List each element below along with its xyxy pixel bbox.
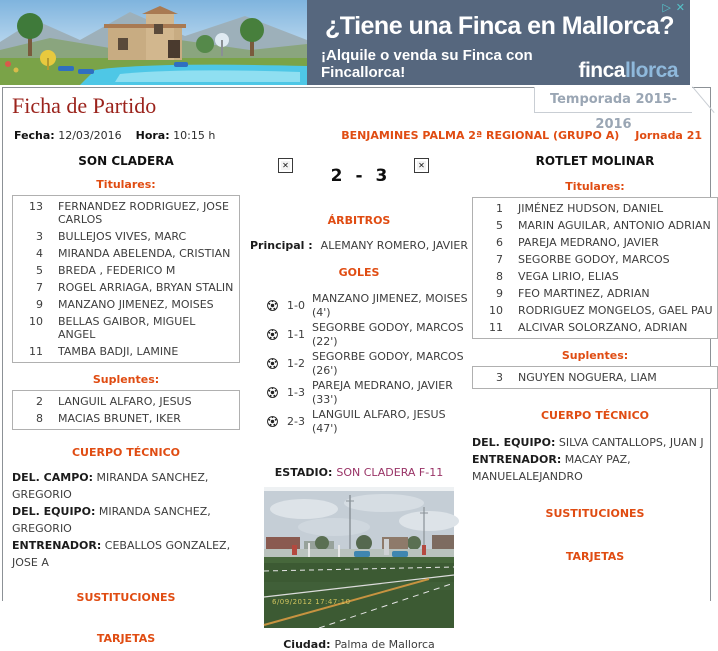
player-name: ALCIVAR SOLORZANO, ADRIAN bbox=[518, 321, 688, 334]
player-row bbox=[13, 228, 239, 245]
fincallorca-logo: fincallorca bbox=[578, 59, 678, 82]
soccer-ball-icon bbox=[267, 358, 278, 369]
player-name: RODRIGUEZ MONGELOS, GAEL PAU bbox=[518, 304, 713, 317]
stadium-link[interactable]: SON CLADERA F-11 bbox=[336, 466, 444, 479]
goal-score: 2-3 bbox=[287, 414, 305, 428]
player-row bbox=[473, 268, 717, 285]
referee-row bbox=[246, 239, 472, 252]
player-row bbox=[13, 245, 239, 262]
goles-heading: GOLES bbox=[338, 266, 380, 279]
away-titulares-list bbox=[472, 197, 718, 339]
hora-value: 10:15 h bbox=[173, 129, 216, 142]
ad-text-panel bbox=[307, 0, 690, 85]
soccer-ball-icon bbox=[267, 329, 278, 340]
player-name: LANGUIL ALFARO, JESUS bbox=[58, 395, 192, 408]
player-row bbox=[13, 410, 239, 427]
player-row bbox=[13, 343, 239, 360]
fecha-value: 12/03/2016 bbox=[58, 129, 122, 142]
hora-label: Hora: bbox=[135, 129, 170, 142]
player-row bbox=[13, 198, 239, 228]
home-titulares-list bbox=[12, 195, 240, 363]
page-title: Ficha de Partido bbox=[12, 93, 157, 118]
away-titulares-label: Titulares: bbox=[565, 180, 625, 193]
goal-scorer: LANGUIL ALFARO, JESUS (47') bbox=[311, 407, 446, 435]
player-row bbox=[13, 393, 239, 410]
player-number: 11 bbox=[29, 345, 43, 358]
goal-row bbox=[246, 291, 472, 320]
away-tarjetas-heading: TARJETAS bbox=[565, 550, 625, 563]
soccer-ball-icon bbox=[267, 300, 278, 311]
player-number: 2 bbox=[36, 395, 43, 408]
ad-close-icon[interactable]: ✕ bbox=[675, 1, 685, 14]
player-name: FEO MARTINEZ, ADRIAN bbox=[518, 287, 650, 300]
player-row bbox=[473, 234, 717, 251]
player-number: 5 bbox=[36, 264, 43, 277]
goal-row bbox=[246, 407, 472, 436]
fecha-group bbox=[14, 129, 122, 142]
city-label: Ciudad: bbox=[283, 638, 331, 651]
player-name: NGUYEN NOGUERA, LIAM bbox=[518, 371, 657, 384]
player-name: JIMÉNEZ HUDSON, DANIEL bbox=[518, 202, 664, 215]
goal-score: 1-3 bbox=[287, 385, 305, 399]
referee-name: ALEMANY ROMERO, JAVIER bbox=[320, 239, 469, 252]
player-number: 7 bbox=[36, 281, 43, 294]
player-number: 4 bbox=[36, 247, 43, 260]
score-block bbox=[246, 150, 472, 198]
goal-scorer: SEGORBE GODOY, MARCOS (22') bbox=[311, 320, 464, 348]
player-number: 3 bbox=[496, 371, 503, 384]
ad-banner[interactable] bbox=[0, 0, 690, 85]
hora-group bbox=[136, 129, 216, 142]
player-number: 13 bbox=[29, 200, 43, 213]
ad-subheadline: ¡Alquile o venda su Finca con Fincallorca! bbox=[321, 47, 533, 81]
player-name: TAMBA BADJI, LAMINE bbox=[58, 345, 179, 358]
soccer-ball-icon bbox=[267, 387, 278, 398]
player-row bbox=[13, 313, 239, 343]
ad-villa-photo bbox=[0, 0, 307, 85]
player-row bbox=[473, 200, 717, 217]
player-number: 7 bbox=[496, 253, 503, 266]
player-name: MARIN AGUILAR, ANTONIO ADRIAN bbox=[518, 219, 711, 232]
goal-score: 1-0 bbox=[287, 298, 305, 312]
player-row bbox=[13, 296, 239, 313]
away-cuerpo-tecnico-heading: CUERPO TÉCNICO bbox=[540, 409, 650, 422]
staff-row: ENTRENADOR: MACAY PAZ, MANUELALEJANDRO bbox=[472, 453, 631, 483]
home-titulares-label: Titulares: bbox=[96, 178, 156, 191]
goal-scorer: PAREJA MEDRANO, JAVIER (33') bbox=[311, 378, 453, 406]
stadium-photo-art bbox=[264, 487, 454, 628]
player-name: BELLAS GAIBOR, MIGUEL ANGEL bbox=[58, 315, 196, 341]
player-name: MIRANDA ABELENDA, CRISTIAN bbox=[58, 247, 231, 260]
away-team-name: ROTLET MOLINAR bbox=[535, 154, 655, 168]
player-number: 1 bbox=[496, 202, 503, 215]
player-row bbox=[473, 285, 717, 302]
score-home: 2 bbox=[330, 166, 343, 186]
player-row bbox=[473, 319, 717, 336]
player-number: 11 bbox=[489, 321, 503, 334]
stadium-label: ESTADIO: bbox=[274, 466, 333, 479]
stadium-row bbox=[246, 466, 472, 479]
goal-scorer: MANZANO JIMENEZ, MOISES (4') bbox=[311, 291, 468, 319]
away-staff-list bbox=[472, 434, 718, 485]
staff-row: DEL. CAMPO: MIRANDA SANCHEZ, GREGORIO bbox=[12, 471, 209, 501]
home-team-column bbox=[12, 150, 240, 651]
player-number: 8 bbox=[496, 270, 503, 283]
home-suplentes-list bbox=[12, 390, 240, 430]
player-number: 10 bbox=[29, 315, 43, 328]
home-sustituciones-heading: SUSTITUCIONES bbox=[76, 591, 176, 604]
player-row bbox=[13, 279, 239, 296]
player-name: BULLEJOS VIVES, MARC bbox=[58, 230, 187, 243]
player-name: SEGORBE GODOY, MARCOS bbox=[518, 253, 670, 266]
player-number: 3 bbox=[36, 230, 43, 243]
player-name: FERNANDEZ RODRIGUEZ, JOSE CARLOS bbox=[58, 200, 229, 226]
city-value: Palma de Mallorca bbox=[334, 638, 435, 651]
home-tarjetas-heading: TARJETAS bbox=[96, 632, 156, 645]
goal-row bbox=[246, 349, 472, 378]
goals-list bbox=[246, 291, 472, 436]
player-number: 8 bbox=[36, 412, 43, 425]
stadium-photo bbox=[264, 487, 454, 628]
player-row bbox=[473, 369, 717, 386]
photo-timestamp: 6/09/2012 17:47:10 bbox=[272, 598, 351, 606]
staff-row: DEL. EQUIPO: MIRANDA SANCHEZ, GREGORIO bbox=[12, 505, 211, 535]
season-tab: Temporada 2015-2016 bbox=[534, 87, 692, 113]
soccer-ball-icon bbox=[267, 416, 278, 427]
home-cuerpo-tecnico-heading: CUERPO TÉCNICO bbox=[71, 446, 181, 459]
player-row bbox=[473, 217, 717, 234]
final-score bbox=[246, 166, 472, 186]
goal-row bbox=[246, 378, 472, 407]
away-team-column bbox=[472, 150, 718, 651]
home-suplentes-label: Suplentes: bbox=[92, 373, 160, 386]
goal-score: 1-2 bbox=[287, 356, 305, 370]
player-number: 6 bbox=[496, 236, 503, 249]
fecha-label: Fecha: bbox=[14, 129, 55, 142]
player-name: VEGA LIRIO, ELIAS bbox=[518, 270, 619, 283]
staff-row: ENTRENADOR: CEBALLOS GONZALEZ, JOSE A bbox=[12, 539, 231, 569]
player-name: PAREJA MEDRANO, JAVIER bbox=[518, 236, 659, 249]
player-number: 5 bbox=[496, 219, 503, 232]
adchoices-icon[interactable]: ▷ bbox=[662, 1, 671, 14]
match-center-column bbox=[246, 150, 472, 651]
referee-role-label: Principal : bbox=[249, 239, 313, 252]
player-number: 10 bbox=[489, 304, 503, 317]
player-row bbox=[473, 251, 717, 268]
home-crest-broken-image-icon: ✕ bbox=[278, 158, 293, 173]
home-team-name: SON CLADERA bbox=[78, 154, 174, 168]
arbitros-heading: ÁRBITROS bbox=[327, 214, 391, 227]
match-report-panel bbox=[2, 87, 713, 651]
score-away: 3 bbox=[375, 166, 388, 186]
goal-score: 1-1 bbox=[287, 327, 305, 341]
player-row bbox=[13, 262, 239, 279]
away-sustituciones-heading: SUSTITUCIONES bbox=[545, 507, 645, 520]
player-name: MANZANO JIMENEZ, MOISES bbox=[58, 298, 214, 311]
player-name: ROGEL ARRIAGA, BRYAN STALIN bbox=[58, 281, 234, 294]
away-crest-broken-image-icon: ✕ bbox=[414, 158, 429, 173]
goal-row bbox=[246, 320, 472, 349]
competition-name: BENJAMINES PALMA 2ª REGIONAL (GRUPO A) bbox=[341, 129, 620, 142]
ad-headline: ¿Tiene una Finca en Mallorca? bbox=[324, 12, 674, 40]
staff-row: DEL. EQUIPO: SILVA CANTALLOPS, JUAN J bbox=[472, 436, 704, 449]
city-row bbox=[246, 638, 472, 651]
score-separator: - bbox=[355, 166, 363, 186]
home-staff-list bbox=[12, 469, 240, 571]
away-suplentes-label: Suplentes: bbox=[561, 349, 629, 362]
player-number: 9 bbox=[36, 298, 43, 311]
player-number: 9 bbox=[496, 287, 503, 300]
goal-scorer: SEGORBE GODOY, MARCOS (26') bbox=[311, 349, 464, 377]
jornada-label: Jornada 21 bbox=[635, 129, 702, 142]
player-name: BREDA , FEDERICO M bbox=[58, 264, 176, 277]
player-name: MACIAS BRUNET, IKER bbox=[58, 412, 181, 425]
away-suplentes-list bbox=[472, 366, 718, 389]
player-row bbox=[473, 302, 717, 319]
